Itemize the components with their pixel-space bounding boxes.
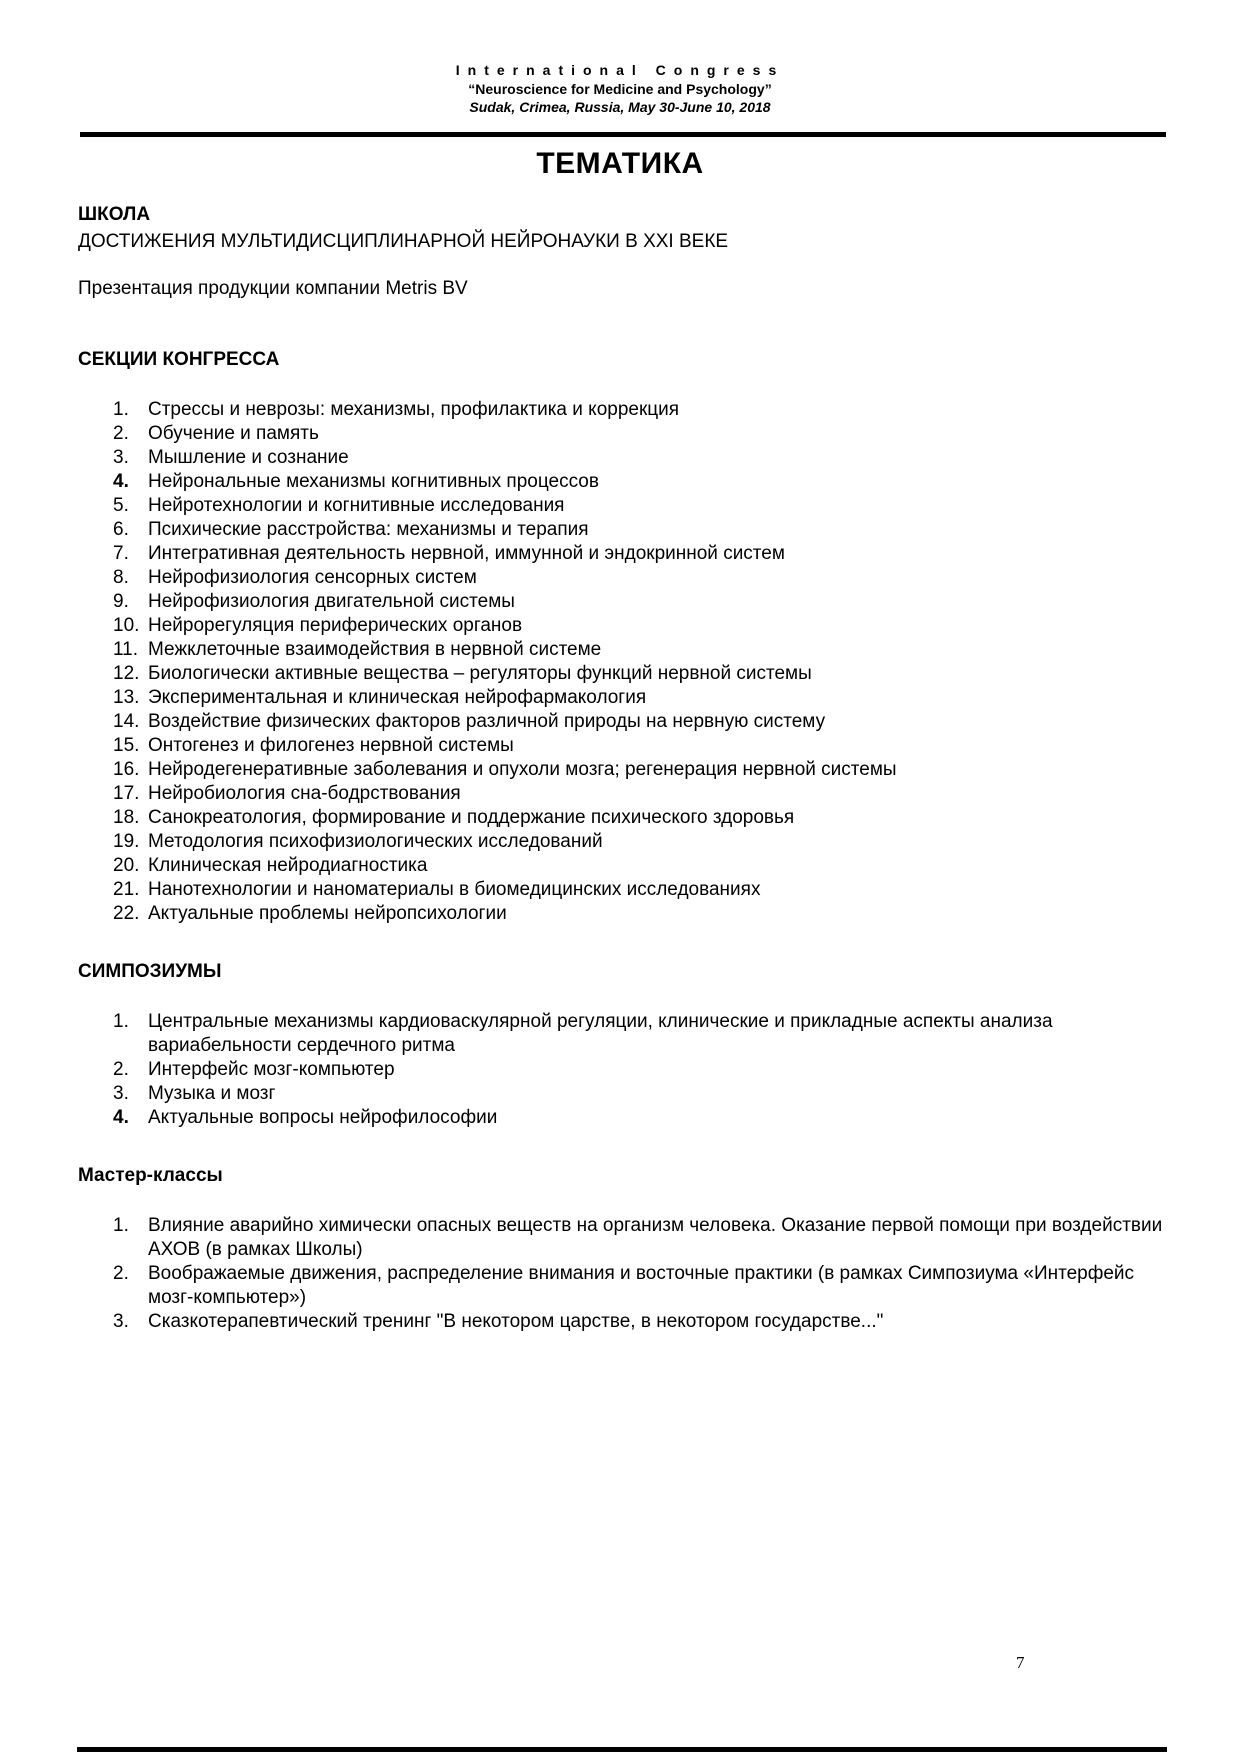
presentation-line: Презентация продукции компании Metris BV [78,278,468,299]
list-item-text: Воображаемые движения, распределение внимания и восточные практики (в рамках Симпозиума «Интерфейс мозг-компьютер») [148,1263,1135,1308]
congress-subtitle: “Neuroscience for Medicine and Psychology” [468,81,772,97]
page-number: 7 [1016,1653,1025,1672]
list-item [113,1106,1163,1130]
list-item [113,734,1163,758]
header-rule [80,132,1166,137]
list-item [113,398,1163,422]
list-item-text: Обучение и память [148,423,319,444]
list-item-number: 4. [113,1107,129,1128]
school-subtitle: ДОСТИЖЕНИЯ МУЛЬТИДИСЦИПЛИНАРНОЙ НЕЙРОНАУКИ В XXI ВЕКЕ [78,231,729,252]
list-item [113,878,1163,902]
list-item [113,1058,1163,1082]
list-item-number: 18. [113,807,140,828]
list-item [113,494,1163,518]
list-item-text: Нейротехнологии и когнитивные исследования [148,495,565,516]
list-item-text: Нейрофизиология сенсорных систем [148,567,477,588]
list-item-number: 22. [113,903,140,924]
list-item-text: Влияние аварийно химически опасных веществ на организм человека. Оказание первой помощи при воздействии АХОВ (в рамках Школы) [148,1215,1163,1260]
list-item [113,1082,1163,1106]
list-item-number: 3. [113,1311,129,1332]
list-item-text: Нейробиология сна-бодрствования [148,783,461,804]
list-item-number: 12. [113,663,140,684]
list-item-number: 19. [113,831,140,852]
list-item-text: Актуальные вопросы нейрофилософии [148,1107,498,1128]
list-item-number: 15. [113,735,140,756]
list-item-number: 7. [113,543,129,564]
list-item-number: 3. [113,447,129,468]
list-item [113,1010,1163,1058]
list-item-text: Нейродегенеративные заболевания и опухоли мозга; регенерация нервной системы [148,759,897,780]
list-item-text: Воздействие физических факторов различной природы на нервную систему [148,711,826,732]
list-item-number: 13. [113,687,140,708]
list-item-number: 4. [113,471,129,492]
list-item-text: Интегративная деятельность нервной, иммунной и эндокринной систем [148,543,785,564]
list-item [113,902,1163,926]
list-item-text: Нанотехнологии и наноматериалы в биомедицинских исследованиях [148,879,761,900]
list-item-text: Сказкотерапевтический тренинг "В некотором царстве, в некотором государстве..." [148,1311,884,1332]
list-item-number: 8. [113,567,129,588]
list-item-text: Онтогенез и филогенез нервной системы [148,735,514,756]
list-item-text: Методология психофизиологических исследований [148,831,603,852]
list-item-text: Психические расстройства: механизмы и терапия [148,519,589,540]
list-item [113,830,1163,854]
list-item [113,758,1163,782]
list-item-number: 14. [113,711,140,732]
list-item-number: 1. [113,1215,129,1236]
congress-sections-heading: СЕКЦИИ КОНГРЕССА [78,349,280,370]
list-item [113,590,1163,614]
page-header [0,60,1240,116]
list-item [113,710,1163,734]
list-item [113,1214,1163,1262]
list-item [113,446,1163,470]
master-classes-list [113,1214,1163,1334]
list-item [113,422,1163,446]
school-block [78,201,1160,302]
list-item [113,638,1163,662]
list-item-number: 11. [113,639,139,660]
list-item-text: Актуальные проблемы нейропсихологии [148,903,507,924]
list-item-text: Экспериментальная и клиническая нейрофармакология [148,687,647,708]
list-item [113,566,1163,590]
footer-rule [77,1747,1167,1752]
list-item-number: 9. [113,591,129,612]
list-item [113,806,1163,830]
list-item-text: Интерфейс мозг-компьютер [148,1059,395,1080]
list-item [113,470,1163,494]
symposia-list [113,1010,1163,1130]
list-item-number: 2. [113,1059,129,1080]
list-item-number: 16. [113,759,140,780]
list-item-number: 20. [113,855,140,876]
list-item-text: Межклеточные взаимодействия в нервной системе [148,639,602,660]
list-item [113,1310,1163,1334]
school-heading: ШКОЛА [78,204,151,225]
list-item-number: 2. [113,423,129,444]
list-item [113,542,1163,566]
list-item [113,518,1163,542]
list-item-number: 3. [113,1083,129,1104]
master-classes-heading: Мастер-классы [78,1165,223,1186]
list-item-text: Нейрональные механизмы когнитивных процессов [148,471,599,492]
symposia-heading: СИМПОЗИУМЫ [78,961,222,982]
list-item-number: 1. [113,399,129,420]
list-item-number: 6. [113,519,129,540]
congress-name: International Congress [455,62,785,78]
list-item-number: 17. [113,783,140,804]
list-item-number: 2. [113,1263,129,1284]
list-item [113,686,1163,710]
list-item-number: 21. [113,879,140,900]
congress-sections-list [113,398,1163,926]
list-item [113,854,1163,878]
list-item-text: Мышление и сознание [148,447,349,468]
list-item-number: 5. [113,495,129,516]
list-item-text: Клиническая нейродиагностика [148,855,428,876]
list-item-text: Музыка и мозг [148,1083,276,1104]
list-item-number: 10. [113,615,140,636]
list-item-text: Нейрорегуляция периферических органов [148,615,523,636]
list-item [113,1262,1163,1310]
page-title: ТЕМАТИКА [536,147,704,180]
congress-location-date: Sudak, Crimea, Russia, May 30-June 10, 2018 [469,99,771,115]
list-item-text: Стрессы и неврозы: механизмы, профилактика и коррекция [148,399,680,420]
list-item-number: 1. [113,1011,129,1032]
list-item [113,782,1163,806]
list-item-text: Биологически активные вещества – регуляторы функций нервной системы [148,663,812,684]
list-item [113,662,1163,686]
list-item-text: Санокреатология, формирование и поддержание психического здоровья [148,807,795,828]
list-item [113,614,1163,638]
list-item-text: Нейрофизиология двигательной системы [148,591,515,612]
list-item-text: Центральные механизмы кардиоваскулярной регуляции, клинические и прикладные аспекты анализа вариабельности сердечного ритма [148,1011,1053,1056]
